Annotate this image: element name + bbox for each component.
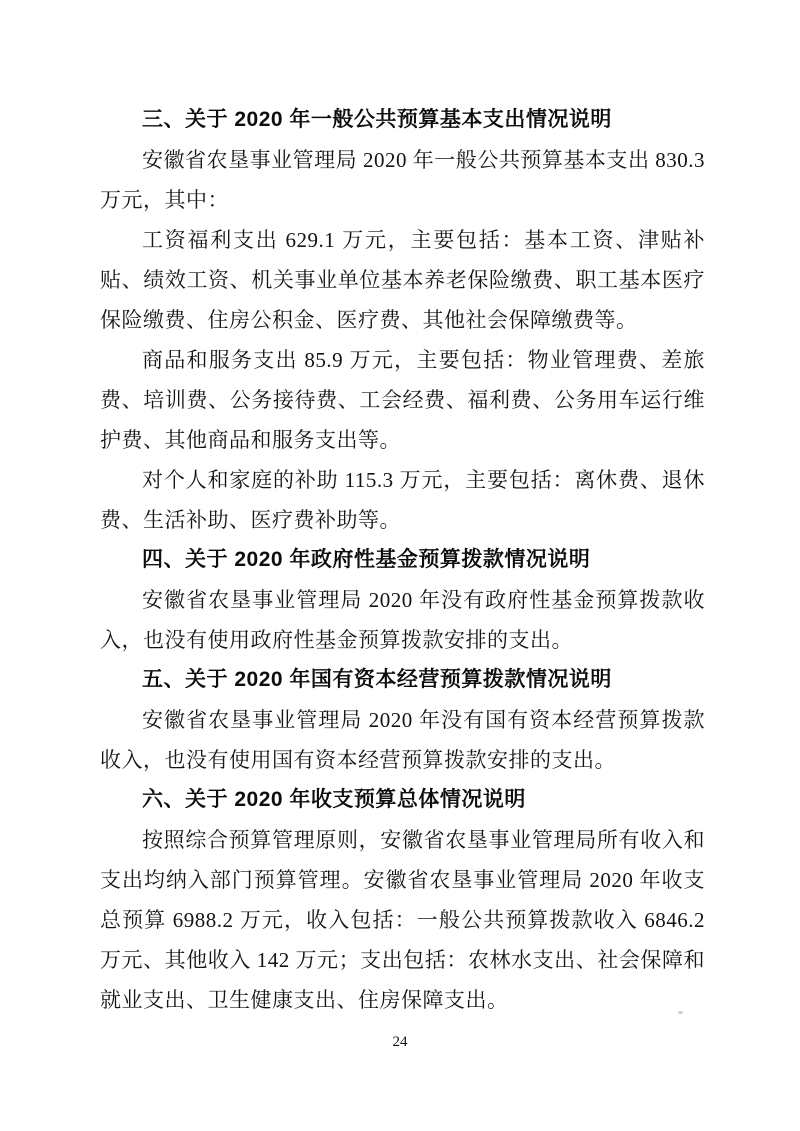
paragraph-basic-expenditure-total: 安徽省农垦事业管理局 2020 年一般公共预算基本支出 830.3 万元，其中： bbox=[100, 148, 705, 212]
scan-artifact-dot bbox=[678, 1011, 683, 1014]
section-heading-basic-expenditure: 三、关于 2020 年一般公共预算基本支出情况说明 bbox=[142, 108, 612, 131]
section-heading-government-fund: 四、关于 2020 年政府性基金预算拨款情况说明 bbox=[142, 548, 591, 571]
paragraph-overall-budget: 按照综合预算管理原则，安徽省农垦事业管理局所有收入和支出均纳入部门预算管理。安徽省农垦事业管理局 2020 年收支总预算 6988.2 万元，收入包括：一般公共预算拨款收入 6846.2 万元、其他收入 142 万元；支出包括：农林水支出、社会保障和就业支出、卫生健康支出、住房保障支出。 bbox=[100, 828, 705, 1012]
section-heading-state-capital: 五、关于 2020 年国有资本经营预算拨款情况说明 bbox=[142, 668, 612, 691]
paragraph-wage-welfare-expenditure: 工资福利支出 629.1 万元，主要包括：基本工资、津贴补贴、绩效工资、机关事业单位基本养老保险缴费、职工基本医疗保险缴费、住房公积金、医疗费、其他社会保障缴费等。 bbox=[100, 228, 705, 332]
paragraph-goods-services-expenditure: 商品和服务支出 85.9 万元，主要包括：物业管理费、差旅费、培训费、公务接待费、工会经费、福利费、公务用车运行维护费、其他商品和服务支出等。 bbox=[100, 348, 705, 452]
paragraph-individual-family-subsidy: 对个人和家庭的补助 115.3 万元，主要包括：离休费、退休费、生活补助、医疗费补助等。 bbox=[100, 468, 705, 532]
page-number: 24 bbox=[392, 1034, 408, 1050]
section-heading-overall-budget: 六、关于 2020 年收支预算总体情况说明 bbox=[142, 788, 526, 811]
paragraph-state-capital: 安徽省农垦事业管理局 2020 年没有国有资本经营预算拨款收入，也没有使用国有资本经营预算拨款安排的支出。 bbox=[100, 708, 705, 772]
paragraph-government-fund: 安徽省农垦事业管理局 2020 年没有政府性基金预算拨款收入，也没有使用政府性基金预算拨款安排的支出。 bbox=[100, 588, 705, 652]
